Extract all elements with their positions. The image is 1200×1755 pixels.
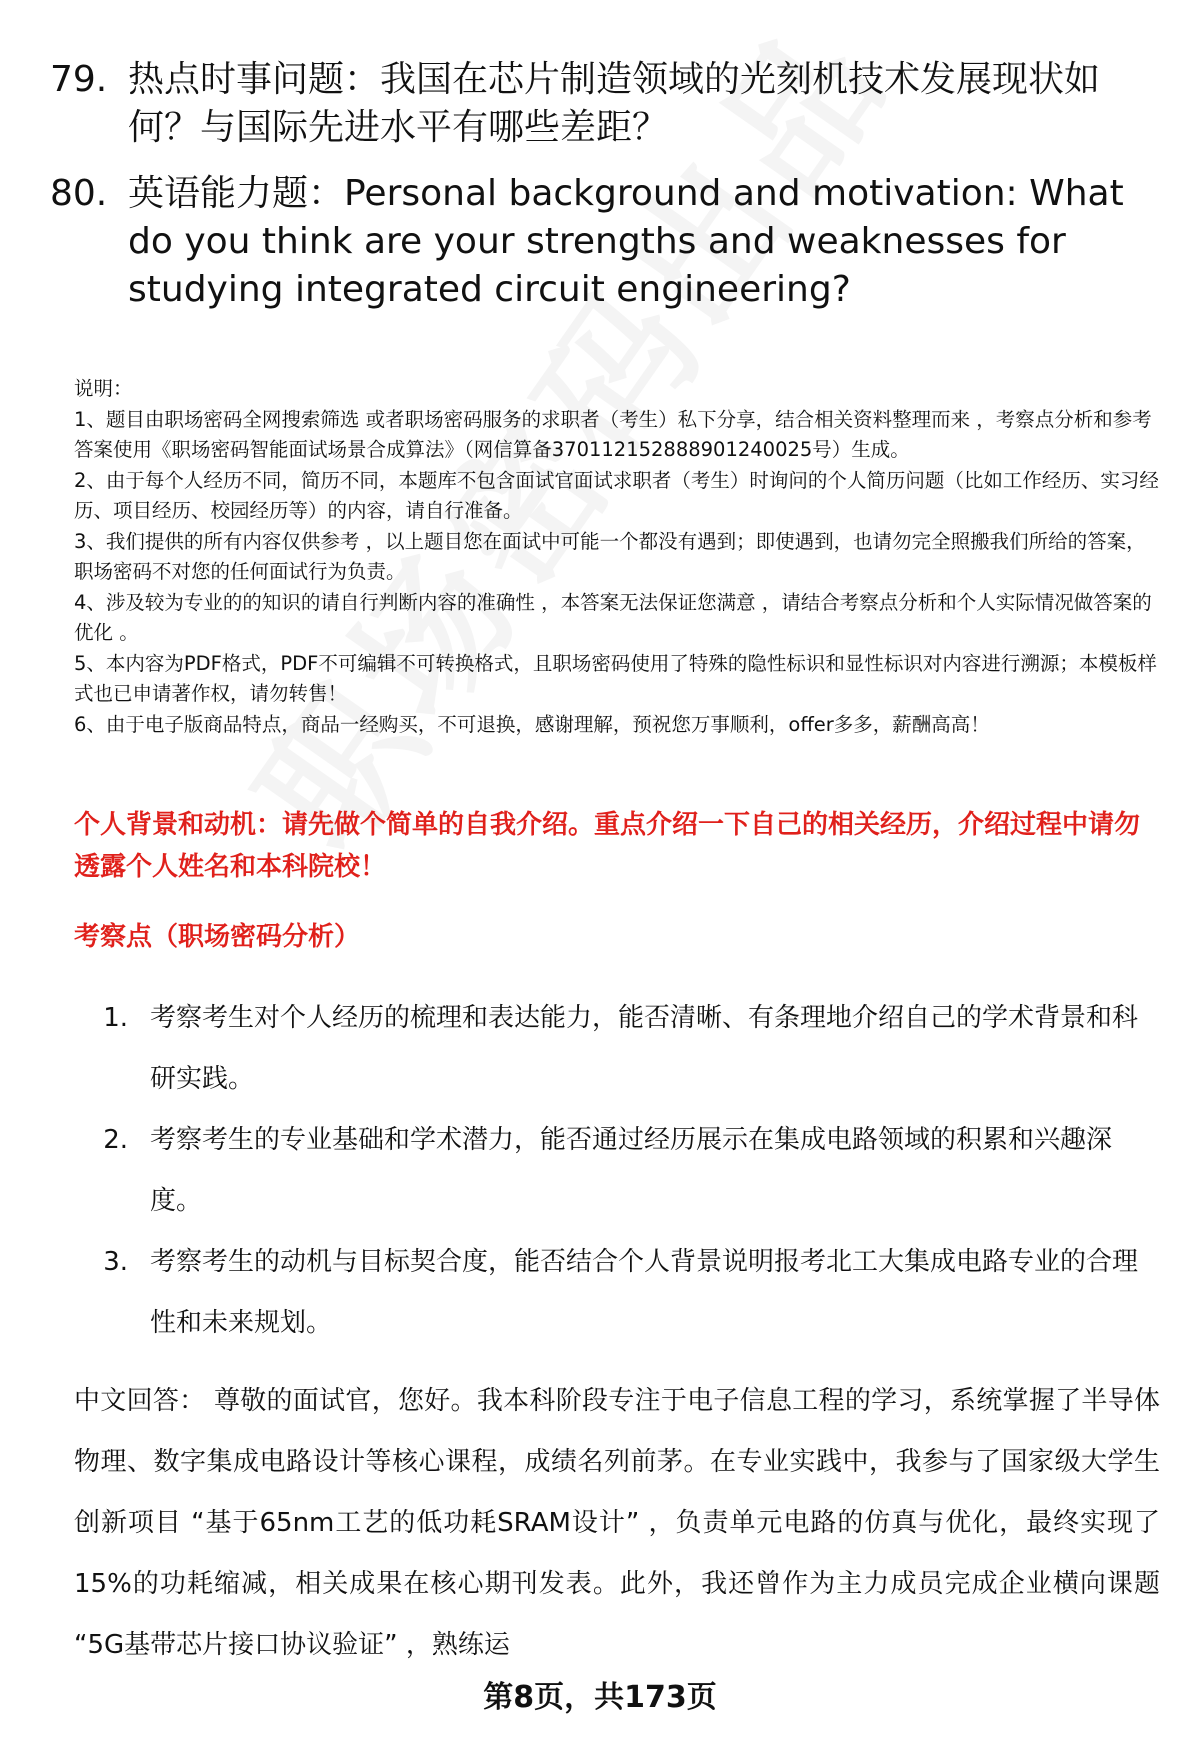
- note-item: 2、由于每个人经历不同，简历不同，本题库不包含面试官面试求职者（考生）时询问的个人简历问题（比如工作经历、实习经历、项目经历、校园经历等）的内容，请自行准备。: [74, 468, 1159, 522]
- analysis-points: [74, 988, 1160, 1354]
- notes-block: [74, 374, 1159, 740]
- note-item: 3、我们提供的所有内容仅供参考 ，以上题目您在面试中可能一个都没有遇到；即使遇到，也请勿完全照搬我们所给的答案，职场密码不对您的任何面试行为负责。: [74, 529, 1146, 583]
- point-text: 考察考生对个人经历的梳理和表达能力，能否清晰、有条理地介绍自己的学术背景和科研实践。: [150, 1003, 1139, 1094]
- point-number: 1.: [103, 1003, 128, 1033]
- question-text: 英语能力题：Personal background and motivation: What do you think are your strengths and weaknesses for studying integrated circuit engineering?: [128, 173, 1124, 310]
- note-item: 5、本内容为PDF格式，PDF不可编辑不可转换格式，且职场密码使用了特殊的隐性标识和显性标识对内容进行溯源；本模板样式也已申请著作权，请勿转售！: [74, 651, 1157, 705]
- question-text: 热点时事问题：我国在芯片制造领域的光刻机技术发展现状如何？与国际先进水平有哪些差距？: [128, 59, 1101, 148]
- note-item: 1、题目由职场密码全网搜索筛选 或者职场密码服务的求职者（考生）私下分享，结合相关资料整理而来 ，考察点分析和参考答案使用《职场密码智能面试场景合成算法》（网信算备370112152888901240025号）生成。: [74, 407, 1152, 461]
- page-footer: 第8页，共173页: [483, 1680, 717, 1715]
- note-item: 6、由于电子版商品特点，商品一经购买，不可退换，感谢理解，预祝您万事顺利，offer多多，薪酬高高！: [74, 712, 990, 736]
- analysis-point: [74, 988, 1160, 1110]
- analysis-point: [74, 1232, 1160, 1354]
- question-number: 80.: [50, 173, 108, 214]
- point-text: 考察考生的专业基础和学术潜力，能否通过经历展示在集成电路领域的积累和兴趣深度。: [150, 1125, 1113, 1216]
- note-item: 4、涉及较为专业的的知识的请自行判断内容的准确性 ，本答案无法保证您满意 ，请结合考察点分析和个人实际情况做答案的优化 。: [74, 590, 1152, 644]
- answer-paragraph: 中文回答： 尊敬的面试官，您好。我本科阶段专注于电子信息工程的学习，系统掌握了半导体物理、数字集成电路设计等核心课程，成绩名列前茅。在专业实践中，我参与了国家级大学生创新项目 “基于65nm工艺的低功耗SRAM设计” ，负责单元电路的仿真与优化，最终实现了15%的功耗缩减，相关成果在核心期刊发表。此外，我还曾作为主力成员完成企业横向课题 “5G基带芯片接口协议验证” ，熟练运: [74, 1386, 1160, 1660]
- question-number: 79.: [50, 59, 108, 100]
- point-number: 2.: [103, 1125, 128, 1155]
- analysis-heading: 考察点（职场密码分析）: [74, 922, 361, 952]
- point-number: 3.: [103, 1247, 128, 1277]
- analysis-point: [74, 1110, 1160, 1232]
- question-79: [50, 56, 1160, 152]
- notes-heading: 说明：: [74, 377, 133, 400]
- section-title: 个人背景和动机：请先做个简单的自我介绍。重点介绍一下自己的相关经历，介绍过程中请勿透露个人姓名和本科院校！: [74, 810, 1141, 882]
- question-80: [50, 170, 1160, 314]
- point-text: 考察考生的动机与目标契合度，能否结合个人背景说明报考北工大集成电路专业的合理性和未来规划。: [150, 1247, 1139, 1338]
